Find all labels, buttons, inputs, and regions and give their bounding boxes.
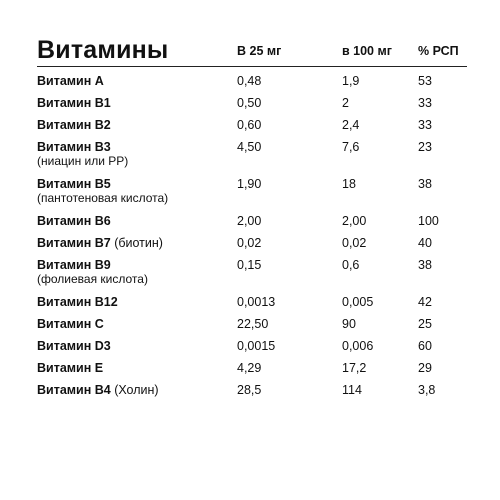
vitamin-name-cell (37, 339, 232, 353)
vitamin-subtitle: (ниацин или PP) (37, 154, 129, 168)
vitamin-name: Витамин C (37, 317, 104, 331)
vitamin-name-cell (37, 214, 232, 228)
vitamins-table (37, 36, 467, 397)
vitamin-name: Витамин B2 (37, 118, 111, 132)
page-title: Витамины (37, 36, 169, 64)
value-25mg: 1,90 (237, 177, 262, 191)
table-row (37, 383, 467, 405)
value-rsp: 38 (418, 258, 432, 272)
column-header-100mg: в 100 мг (342, 44, 392, 58)
value-rsp: 38 (418, 177, 432, 191)
value-rsp: 33 (418, 96, 432, 110)
vitamin-name-cell (37, 140, 232, 168)
vitamin-name: Витамин B3 (37, 140, 111, 154)
vitamin-name: Витамин A (37, 74, 104, 88)
value-25mg: 0,15 (237, 258, 262, 272)
value-100mg: 18 (342, 177, 356, 191)
value-rsp: 53 (418, 74, 432, 88)
vitamin-name: Витамин B6 (37, 214, 111, 228)
table-row (37, 74, 467, 96)
column-header-25mg: В 25 мг (237, 44, 282, 58)
vitamin-name: Витамин E (37, 361, 104, 375)
column-header-rsp: % РСП (418, 44, 459, 58)
vitamin-name-cell (37, 96, 232, 110)
value-100mg: 17,2 (342, 361, 367, 375)
vitamin-name-cell (37, 317, 232, 331)
vitamin-name: Витамин B7 (37, 236, 111, 250)
table-header (37, 36, 467, 66)
value-25mg: 0,60 (237, 118, 262, 132)
value-100mg: 0,02 (342, 236, 367, 250)
table-row (37, 96, 467, 118)
value-rsp: 23 (418, 140, 432, 154)
value-rsp: 60 (418, 339, 432, 353)
vitamin-name: Витамин D3 (37, 339, 111, 353)
vitamin-name-cell (37, 118, 232, 132)
value-100mg: 0,006 (342, 339, 374, 353)
table-row (37, 177, 467, 214)
vitamin-subtitle: (фолиевая кислота) (37, 272, 148, 286)
value-rsp: 33 (418, 118, 432, 132)
vitamin-name: Витамин B9 (37, 258, 111, 272)
table-body (37, 74, 467, 405)
value-rsp: 3,8 (418, 383, 436, 397)
value-25mg: 22,50 (237, 317, 269, 331)
value-100mg: 2,4 (342, 118, 360, 132)
table-row (37, 295, 467, 317)
vitamin-name-cell (37, 177, 232, 205)
value-100mg: 2,00 (342, 214, 367, 228)
vitamin-name-cell (37, 236, 232, 250)
value-25mg: 0,0015 (237, 339, 276, 353)
vitamin-subtitle: (пантотеновая кислота) (37, 191, 169, 205)
value-100mg: 0,6 (342, 258, 360, 272)
value-25mg: 0,0013 (237, 295, 276, 309)
vitamin-name-cell (37, 74, 232, 88)
table-row (37, 140, 467, 177)
value-25mg: 4,50 (237, 140, 262, 154)
value-rsp: 42 (418, 295, 432, 309)
value-rsp: 100 (418, 214, 439, 228)
value-rsp: 29 (418, 361, 432, 375)
value-rsp: 25 (418, 317, 432, 331)
vitamin-alias: (Холин) (110, 383, 159, 397)
table-row (37, 361, 467, 383)
value-100mg: 1,9 (342, 74, 360, 88)
value-100mg: 114 (342, 383, 362, 397)
value-25mg: 0,50 (237, 96, 262, 110)
value-25mg: 4,29 (237, 361, 262, 375)
table-row (37, 339, 467, 361)
value-100mg: 2 (342, 96, 349, 110)
value-100mg: 7,6 (342, 140, 360, 154)
header-divider (37, 66, 467, 67)
vitamin-name-cell (37, 258, 232, 286)
value-100mg: 0,005 (342, 295, 374, 309)
vitamin-name-cell (37, 383, 232, 397)
value-100mg: 90 (342, 317, 356, 331)
value-25mg: 0,02 (237, 236, 262, 250)
vitamin-name-cell (37, 361, 232, 375)
table-row (37, 258, 467, 295)
vitamin-alias: (биотин) (110, 236, 163, 250)
value-rsp: 40 (418, 236, 432, 250)
value-25mg: 2,00 (237, 214, 262, 228)
table-row (37, 236, 467, 258)
table-row (37, 118, 467, 140)
table-row (37, 317, 467, 339)
vitamin-name: Витамин B5 (37, 177, 111, 191)
vitamin-name: Витамин B12 (37, 295, 118, 309)
vitamin-name: Витамин B1 (37, 96, 111, 110)
value-25mg: 28,5 (237, 383, 262, 397)
vitamin-name-cell (37, 295, 232, 309)
vitamin-name: Витамин B4 (37, 383, 111, 397)
value-25mg: 0,48 (237, 74, 262, 88)
table-row (37, 214, 467, 236)
